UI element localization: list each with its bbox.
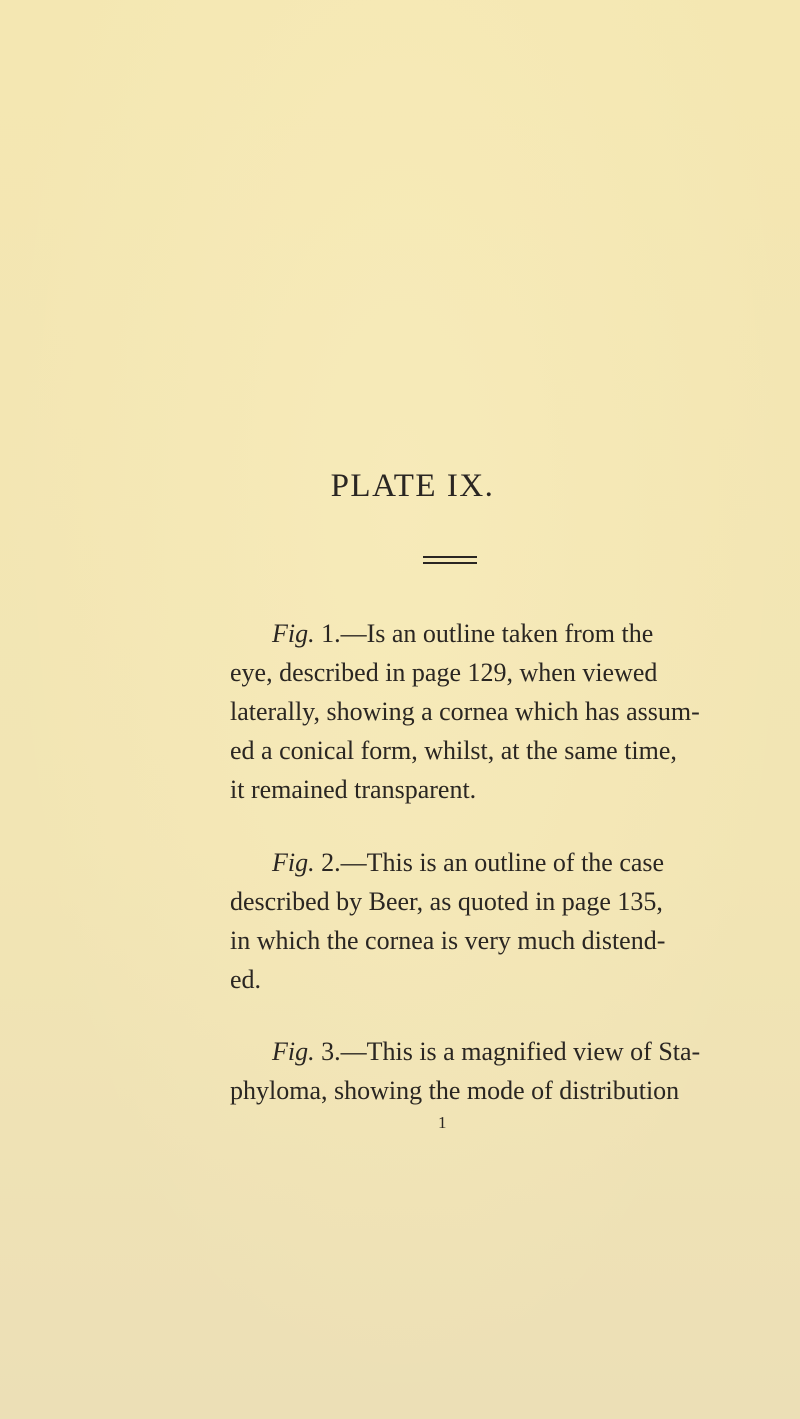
paragraph-line: it remained transparent. [230, 775, 477, 804]
line-text: 3.—This is a magnified view of Sta- [321, 1037, 701, 1066]
rule-line-top [423, 556, 477, 558]
paragraph-line [230, 843, 735, 882]
paragraph-line: ed a conical form, whilst, at the same time, [230, 736, 677, 765]
line-text: 1.—Is an outline taken from the [321, 619, 654, 648]
fig-label: Fig. [272, 619, 315, 648]
figure-1-description [230, 614, 735, 809]
figure-3-description [230, 1032, 735, 1110]
paragraph-line: laterally, showing a cornea which has assum- [230, 697, 700, 726]
paragraph-line: ed. [230, 965, 262, 994]
fig-label: Fig. [272, 848, 315, 877]
rule-line-bottom [423, 562, 477, 564]
paragraph-line: phyloma, showing the mode of distribution [230, 1076, 680, 1105]
signature-mark: 1 [438, 1113, 447, 1132]
paragraph-line: eye, described in page 129, when viewed [230, 658, 658, 687]
paragraph-line [230, 1032, 735, 1071]
paragraph-line: in which the cornea is very much distend- [230, 926, 666, 955]
plate-title: PLATE IX. [330, 468, 495, 504]
figure-2-description [230, 843, 735, 999]
fig-label: Fig. [272, 1037, 315, 1066]
line-text: 2.—This is an outline of the case [321, 848, 665, 877]
paragraph-line [230, 614, 735, 653]
double-rule-divider [423, 556, 477, 565]
paragraph-line: described by Beer, as quoted in page 135, [230, 887, 663, 916]
